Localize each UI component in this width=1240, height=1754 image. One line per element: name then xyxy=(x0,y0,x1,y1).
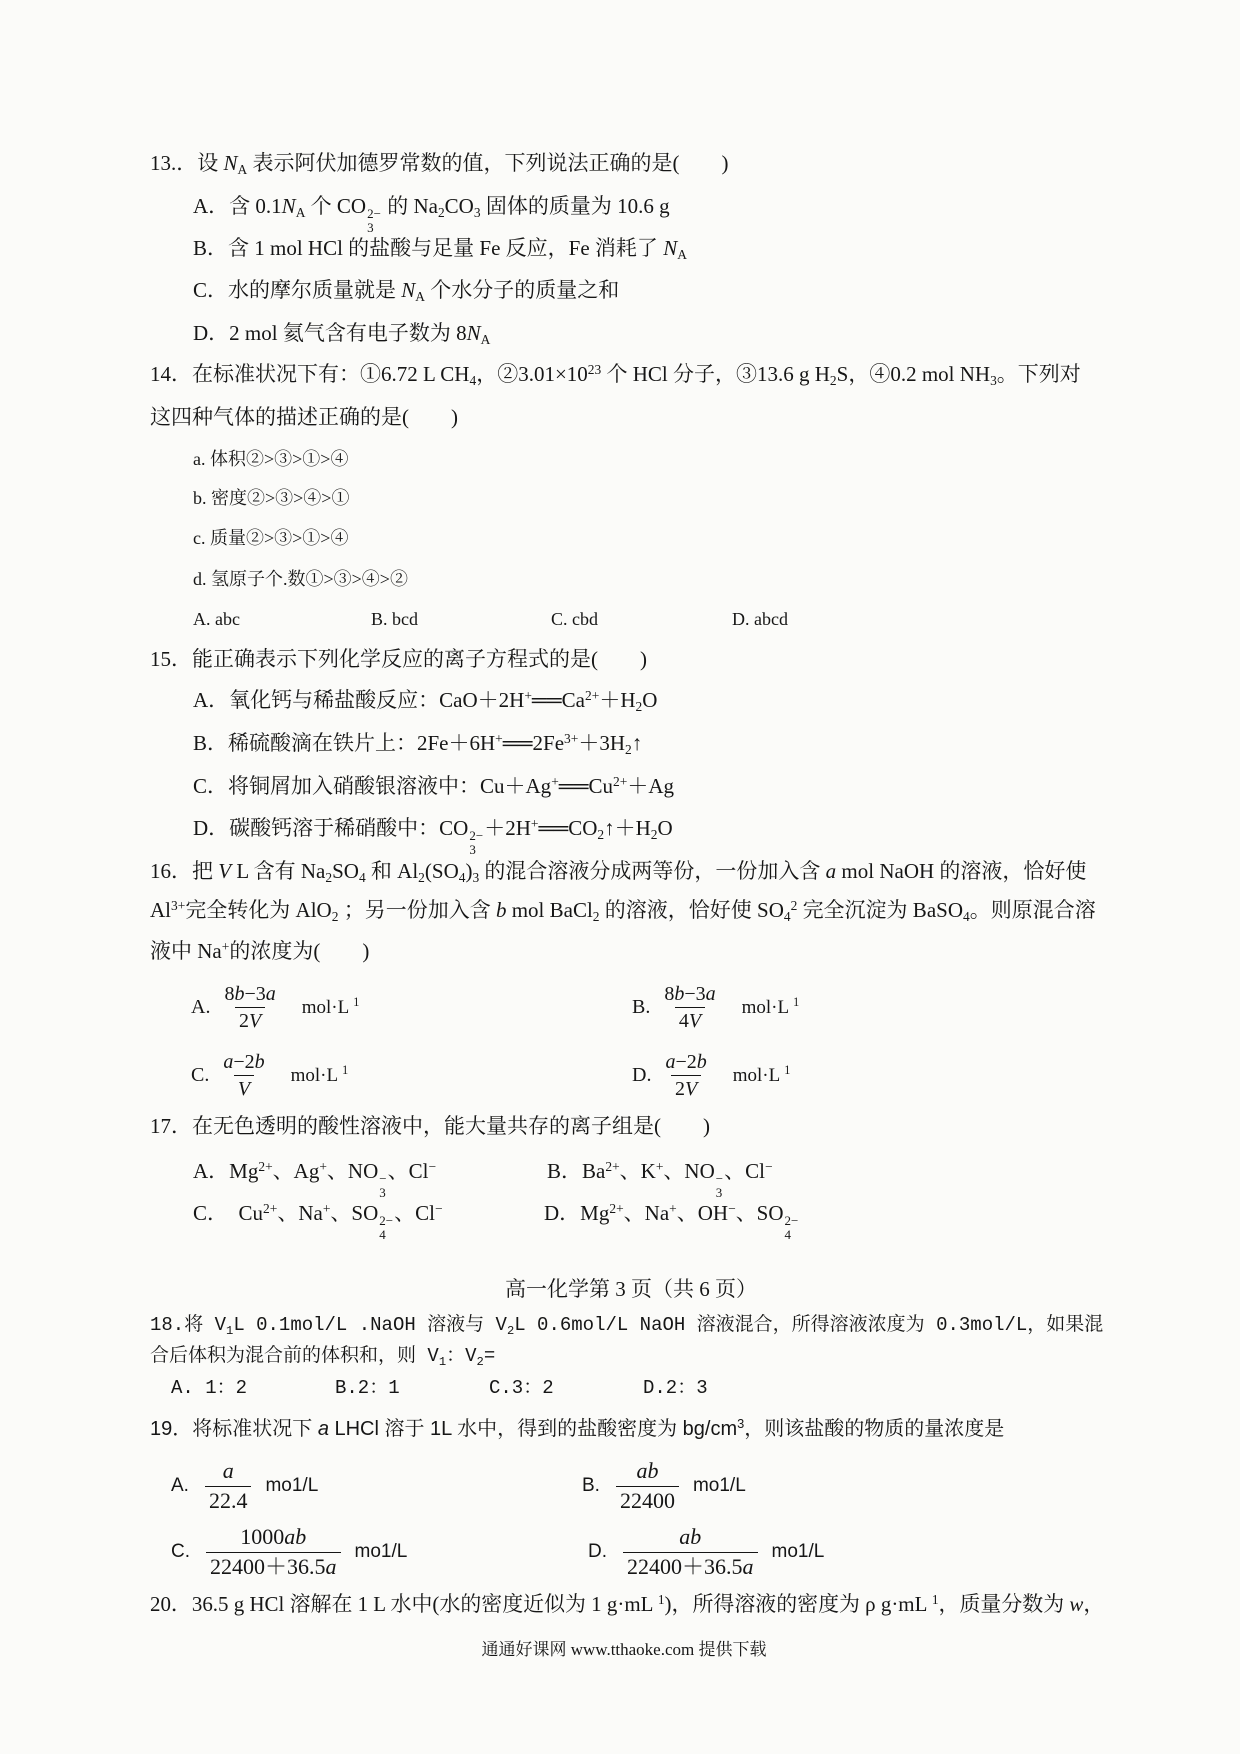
subscript: A xyxy=(237,162,248,178)
superscript: − xyxy=(428,1158,437,1174)
superscript: 2− xyxy=(379,1213,394,1229)
q16-stem-line-3: 液中 Na+的浓度为( ) xyxy=(150,938,370,963)
superscript: 3+ xyxy=(171,897,186,913)
q17-stem: 17．在无色透明的酸性溶液中，能大量共存的离子组是( ) xyxy=(150,1114,710,1138)
q15-stem: 15．能正确表示下列化学反应的离子方程式的是( ) xyxy=(150,647,647,671)
superscript: 2+ xyxy=(613,773,628,789)
subscript: 2 xyxy=(325,870,333,886)
subscript: 2 xyxy=(476,1354,484,1369)
subscript: 3 xyxy=(469,841,476,857)
superscript: 2+ xyxy=(585,687,600,703)
q14-statement-b: b. 密度②>③>④>① xyxy=(193,488,350,508)
variable-symbol: a xyxy=(223,1051,234,1073)
ion-charge-script xyxy=(379,1214,393,1241)
superscript: − xyxy=(728,1200,736,1216)
superscript: 2+ xyxy=(605,1158,620,1174)
q19-option-a xyxy=(171,1458,318,1515)
variable-symbol: b xyxy=(234,983,245,1005)
q17-option-c: C． $Cu^{2+}$、Na+、SO 2− 4 、Cl− xyxy=(193,1200,443,1242)
variable-symbol: ab xyxy=(679,1524,702,1549)
variable-symbol: w xyxy=(1069,1592,1084,1616)
variable-symbol: V xyxy=(248,1010,262,1033)
subscript: A xyxy=(480,332,491,348)
q15-option-c: C．将铜屑加入硝酸银溶液中：$Cu+Ag^+══Cu^{2+}+Ag$ xyxy=(193,773,675,798)
fraction xyxy=(206,1524,341,1581)
option-unit: mo1/L xyxy=(692,1475,746,1497)
fraction xyxy=(661,1050,710,1102)
variable-symbol: a xyxy=(825,859,837,883)
subscript: 2 xyxy=(437,205,445,221)
superscript: + xyxy=(551,773,559,789)
subscript: A xyxy=(415,289,425,305)
fraction xyxy=(220,982,279,1034)
q13-option-d: D．2 mol 氦气含有电子数为 $8N_A$ xyxy=(193,321,491,348)
subscript: 2 xyxy=(418,870,425,886)
option-label: D. xyxy=(632,1064,652,1087)
option-unit: mo1/L xyxy=(771,1541,825,1563)
subscript: 1 xyxy=(438,1354,447,1369)
variable-symbol: ab xyxy=(636,1458,659,1483)
ion-charge-script xyxy=(716,1172,723,1199)
superscript: 3+ xyxy=(564,730,579,746)
superscript: + xyxy=(655,1158,664,1174)
subscript: 3 xyxy=(473,205,481,221)
option-label: B. xyxy=(632,996,651,1019)
subscript: 4 xyxy=(379,1226,386,1242)
variable-symbol: a xyxy=(325,1553,337,1579)
fraction-numerator: 8b−3a xyxy=(664,983,716,1005)
q16-option-c xyxy=(191,1050,348,1102)
q19-option-b xyxy=(582,1458,746,1515)
variable-symbol: a xyxy=(705,983,716,1005)
fraction-denominator: 22400＋36.5a xyxy=(206,1552,341,1581)
superscript: − xyxy=(715,1171,724,1187)
superscript: − xyxy=(434,1200,443,1216)
ion-charge-script xyxy=(379,1172,386,1199)
subscript: 2 xyxy=(331,909,339,925)
superscript: 3 xyxy=(737,1415,745,1431)
q13-option-c: C．水的摩尔质量就是 $N_A$ 个水分子的质量之和 xyxy=(193,278,620,305)
subscript: 2 xyxy=(650,827,658,843)
ion-charge-script xyxy=(469,829,483,856)
superscript: 1 xyxy=(353,995,360,1010)
fraction xyxy=(205,1458,252,1515)
subscript: 4 xyxy=(963,909,970,925)
variable-symbol: a xyxy=(317,1418,329,1440)
option-unit: mol·L $^1$ xyxy=(290,1063,349,1086)
variable-symbol: N xyxy=(401,278,416,302)
subscript: A xyxy=(295,205,306,221)
subscript: 1 xyxy=(226,1323,234,1338)
ion-charge-script xyxy=(785,1214,799,1241)
variable-symbol: N xyxy=(663,236,678,260)
q14-statement-c: c. 质量②>③>①>④ xyxy=(193,528,349,548)
q14-stem-line-1: 14．在标准状况下有：①6.72 L $CH_4$，$②3.01\times 10^{23}$ 个 HCl 分子，③13.6 g $H_2S$，④0.2 mol $NH_3$。下列对 xyxy=(150,361,1081,389)
option-unit: mol·L $^1$ xyxy=(741,995,800,1018)
superscript: 1 xyxy=(793,995,800,1010)
superscript: 2− xyxy=(784,1213,799,1229)
subscript: 2 xyxy=(625,742,632,758)
q15-option-d: D．碳酸钙溶于稀硝酸中：CO 2− 3 $+2H^+══CO_2↑+H_2O$ xyxy=(193,815,673,857)
superscript: + xyxy=(530,815,539,831)
fraction-numerator xyxy=(632,1458,662,1486)
subscript: 3 xyxy=(379,1184,386,1200)
superscript: 2+ xyxy=(258,1158,273,1174)
subscript: 4 xyxy=(458,870,466,886)
fraction xyxy=(660,982,719,1034)
q18-option-b: B.2：1 xyxy=(335,1377,400,1399)
fraction-denominator xyxy=(234,1075,254,1101)
fraction-denominator: 2V xyxy=(235,1007,265,1033)
variable-symbol: V xyxy=(684,1078,698,1101)
superscript: 1 xyxy=(342,1063,349,1078)
q16-stem-line-1: 16．把 V L 含有 $Na_2SO_4$ 和 $Al_2(SO_4)_3$ 的混合溶液分成两等份，一份加入含 a mol NaOH 的溶液，恰好使 xyxy=(150,859,1087,886)
superscript: 1 xyxy=(931,1591,939,1607)
superscript: 2+ xyxy=(609,1200,624,1216)
q14-option-d: D. abcd xyxy=(732,609,788,629)
subscript: 2 xyxy=(597,827,605,843)
q13-option-b: B．含 1 mol HCl 的盐酸与足量 Fe 反应，Fe 消耗了 $N_A$ xyxy=(193,236,687,263)
fraction-numerator: 1000ab xyxy=(240,1524,307,1549)
q18-option-a: A. 1：2 xyxy=(171,1377,248,1399)
option-unit: mol·L $^1$ xyxy=(301,995,360,1018)
option-label: C. xyxy=(171,1541,190,1563)
fraction xyxy=(616,1458,679,1515)
variable-symbol: b xyxy=(674,983,685,1005)
q18-stem-line-1: 18.将 $V_1L$ 0.1mol/L .NaOH 溶液与 $V_2L$ 0.6mol/L NaOH 溶液混合，所得溶液浓度为 0.3mol/L，如果混 xyxy=(150,1314,1104,1338)
option-unit: mol·L $^1$ xyxy=(732,1063,791,1086)
fraction-numerator: a−2b xyxy=(223,1051,265,1073)
subscript: 2 xyxy=(829,373,837,389)
q19-option-c xyxy=(171,1524,407,1581)
superscript: 2− xyxy=(367,206,381,222)
superscript: + xyxy=(524,687,532,703)
subscript: 4 xyxy=(783,909,791,925)
q14-stem-line-2: 这四种气体的描述正确的是( ) xyxy=(150,405,458,429)
option-label: A. xyxy=(191,996,211,1019)
variable-symbol: ab xyxy=(284,1524,307,1549)
subscript: A xyxy=(677,247,687,263)
ion-charge-script xyxy=(367,207,381,234)
superscript: 1 xyxy=(657,1591,665,1607)
q16-option-a xyxy=(191,982,359,1034)
subscript: 3 xyxy=(715,1184,723,1200)
variable-symbol: N xyxy=(223,151,238,175)
superscript: + xyxy=(495,730,503,746)
q17-option-d: D．$Mg^{2+}$、Na+、OH−、SO 2− 4 xyxy=(544,1200,799,1242)
variable-symbol: V xyxy=(688,1010,702,1033)
option-label: B. xyxy=(582,1475,600,1497)
q14-statement-a: a. 体积②>③>①>④ xyxy=(193,449,349,469)
option-unit: mo1/L xyxy=(265,1475,319,1497)
variable-symbol: V xyxy=(237,1078,251,1101)
fraction-numerator xyxy=(219,1458,238,1486)
download-source-footer: 通通好课网 www.tthaoke.com 提供下载 xyxy=(481,1640,767,1659)
fraction-numerator xyxy=(675,1524,705,1552)
subscript: 3 xyxy=(367,219,374,235)
q19-option-d xyxy=(588,1524,824,1581)
variable-symbol: a xyxy=(742,1553,754,1579)
q14-option-a: A. abc xyxy=(193,609,240,629)
fraction-denominator: 22.4 xyxy=(205,1486,252,1515)
q18-option-d: D.2：3 xyxy=(643,1377,708,1399)
variable-symbol: a xyxy=(222,1458,234,1483)
q18-option-c: C.3：2 xyxy=(489,1377,554,1399)
variable-symbol: a xyxy=(665,1051,676,1073)
q14-option-c: C. cbd xyxy=(551,609,598,629)
superscript: + xyxy=(669,1200,677,1216)
q15-option-b: B．稀硫酸滴在铁片上：$2Fe+6H^+══2Fe^{3+}+3H_2↑$ xyxy=(193,730,643,758)
q13-stem: 13.．设 $N_A$ 表示阿伏加德罗常数的值，下列说法正确的是( ) xyxy=(150,151,729,178)
fraction xyxy=(219,1050,268,1102)
fraction-denominator: 22400＋36.5a xyxy=(623,1552,758,1581)
q16-option-d xyxy=(632,1050,790,1102)
superscript: 23 xyxy=(587,361,602,377)
variable-symbol: N xyxy=(466,321,481,345)
fraction-numerator: a−2b xyxy=(665,1051,707,1073)
option-unit: mo1/L xyxy=(354,1541,408,1563)
subscript: 2 xyxy=(635,699,643,715)
q16-stem-line-2: $Al^{3+}$完全转化为 AlO$_2$ ；另一份加入含 b mol BaCl$_2$ 的溶液，恰好使 $SO_4^2$ 完全沉淀为 BaSO$_4$。则原混合溶 xyxy=(150,897,1096,925)
superscript: 1 xyxy=(784,1063,791,1078)
q19-stem: 19．将标准状况下 a LHCl 溶于 1L 水中，得到的盐酸密度为 $bg/cm^3$，则该盐酸的物质的量浓度是 xyxy=(150,1415,1005,1440)
q14-option-b: B. bcd xyxy=(371,609,418,629)
option-label: D. xyxy=(588,1541,607,1563)
superscript: 2− xyxy=(469,828,484,844)
fraction-numerator: 8b−3a xyxy=(224,983,276,1005)
superscript: − xyxy=(379,1171,387,1187)
fraction-denominator: 22400 xyxy=(616,1486,679,1515)
superscript: − xyxy=(764,1158,773,1174)
variable-symbol: b xyxy=(254,1051,265,1073)
variable-symbol: V xyxy=(218,859,232,883)
q14-statement-d: d. 氢原子个.数①>③>④>② xyxy=(193,569,408,589)
variable-symbol: b xyxy=(696,1051,707,1073)
fraction-denominator: 4V xyxy=(675,1007,705,1033)
q13-option-a: A．含 $0.1N_A$ 个 CO 2− 3 的 $Na_2CO_3$ 固体的质量为 10.6 g xyxy=(193,194,670,235)
subscript: 3 xyxy=(472,870,480,886)
q20-stem: 20．36.5 g HCl 溶解在 1 L 水中(水的密度近似为 1 g·mL $^1$)，所得溶液的密度为 ρ g·mL $^1$，质量分数为 w， xyxy=(150,1591,1105,1616)
option-label: C. xyxy=(191,1064,210,1087)
superscript: 2+ xyxy=(263,1200,278,1216)
superscript: + xyxy=(322,1200,331,1216)
subscript: 4 xyxy=(358,870,366,886)
q18-stem-line-2: 合后体积为混合前的体积和，则 $V_1$：$V_2=$ xyxy=(150,1345,496,1369)
variable-symbol: b xyxy=(495,898,507,922)
option-label: A. xyxy=(171,1475,189,1497)
subscript: 4 xyxy=(469,373,477,389)
q17-option-a: A．$Mg^{2+}$、Ag+、NO − 3 、Cl− xyxy=(193,1158,437,1200)
variable-symbol: a xyxy=(265,983,276,1005)
subscript: 2 xyxy=(592,909,600,925)
q15-option-a: A．氧化钙与稀盐酸反应：$CaO+2H^+══Ca^{2+}+H_2O$ xyxy=(193,687,658,715)
subscript: 4 xyxy=(784,1226,792,1242)
subscript: 2 xyxy=(506,1323,515,1338)
q16-option-b xyxy=(632,982,799,1034)
fraction xyxy=(623,1524,758,1581)
page-number-label: 高一化学第 3 页（共 6 页） xyxy=(505,1277,757,1301)
q17-option-b: B．$Ba^{2+}$、K+、NO − 3 、Cl− xyxy=(547,1158,773,1200)
superscript: 2 xyxy=(790,897,798,913)
superscript: + xyxy=(319,1158,327,1174)
superscript: + xyxy=(221,938,230,954)
subscript: 3 xyxy=(990,373,997,389)
variable-symbol: N xyxy=(281,194,296,218)
fraction-denominator: 2V xyxy=(671,1075,701,1101)
